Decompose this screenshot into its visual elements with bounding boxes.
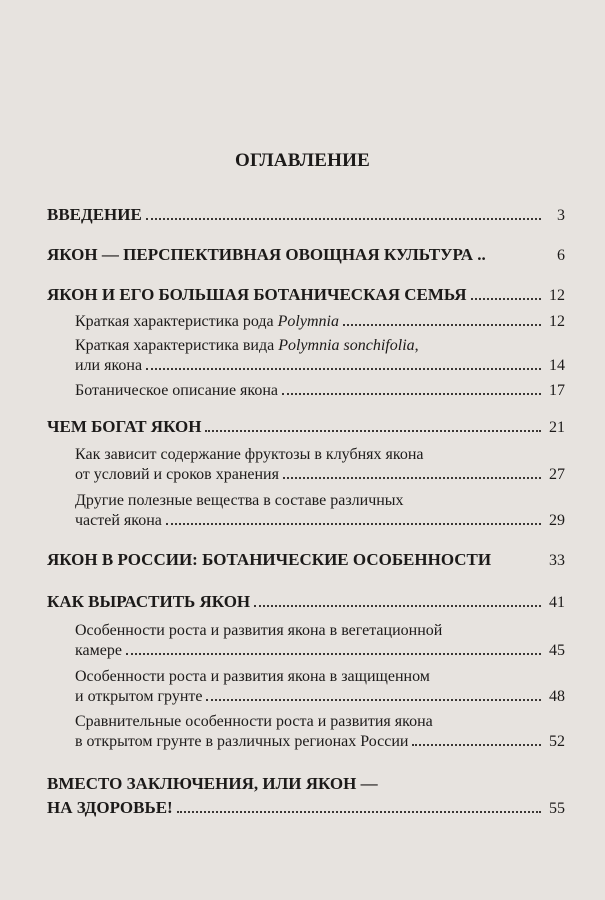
- toc-entry-text: Особенности роста и развития якона в вегетационной: [75, 622, 443, 639]
- toc-entry-text: ВВЕДЕНИЕ: [47, 205, 142, 224]
- toc-page-number: 29: [549, 512, 565, 529]
- toc-entry-italic: Polymnia sonchifolia: [278, 337, 415, 354]
- toc-page-number: 12: [549, 313, 565, 330]
- toc-entry-botanical-description[interactable]: [75, 382, 565, 400]
- toc-entry-text: Особенности роста и развития якона в защищенном: [75, 668, 430, 685]
- toc-page-number: 33: [549, 552, 565, 569]
- toc-entry-yacon-vegetable[interactable]: [47, 245, 565, 265]
- toc-entry-text: ВМЕСТО ЗАКЛЮЧЕНИЯ, ИЛИ ЯКОН —: [47, 774, 378, 793]
- dot-leader: [166, 523, 541, 525]
- toc-entry-text: Сравнительные особенности роста и развития якона: [75, 713, 433, 730]
- toc-entry-text: ЯКОН И ЕГО БОЛЬШАЯ БОТАНИЧЕСКАЯ СЕМЬЯ: [47, 285, 467, 304]
- toc-entry-text: ЯКОН В РОССИИ: БОТАНИЧЕСКИЕ ОСОБЕННОСТИ: [47, 550, 492, 569]
- toc-entry-protected-ground[interactable]: [75, 668, 565, 706]
- toc-entry-botanical-family[interactable]: [47, 285, 565, 305]
- dot-leader: [146, 218, 541, 220]
- toc-entry-regions-comparison[interactable]: [75, 713, 565, 751]
- dot-leader: [254, 605, 541, 607]
- toc-entry-text: КАК ВЫРАСТИТЬ ЯКОН: [47, 592, 251, 611]
- toc-entry-text: от условий и сроков хранения: [75, 466, 279, 483]
- dot-leader: [412, 744, 541, 746]
- toc-entry-italic: Polymnia: [277, 313, 339, 330]
- toc-page-number: 27: [549, 466, 565, 483]
- toc-entry-species-sonchifolia[interactable]: Краткая характеристика вида Polymnia sonchifolia, или якона 14: [75, 337, 565, 374]
- toc-entry-text: ЧЕМ БОГАТ ЯКОН: [47, 417, 202, 436]
- dot-leader: [177, 811, 541, 813]
- toc-page-number: 6: [557, 247, 565, 264]
- toc-entry-introduction[interactable]: [47, 205, 565, 225]
- toc-entry-conclusion[interactable]: [47, 774, 565, 818]
- toc-entry-text: ЯКОН — ПЕРСПЕКТИВНАЯ ОВОЩНАЯ КУЛЬТУРА ..: [47, 245, 486, 264]
- toc-entry-genus-polymnia[interactable]: [75, 313, 565, 331]
- toc-entry-text: и открытом грунте: [75, 688, 203, 705]
- dot-leader: [282, 393, 541, 395]
- dot-leader: [495, 563, 541, 565]
- toc-page-number: 48: [549, 688, 565, 705]
- dot-leader: [126, 653, 541, 655]
- toc-page-number: 21: [549, 419, 565, 436]
- toc-page-number: 52: [549, 733, 565, 750]
- toc-entry-text: Краткая характеристика рода: [75, 313, 274, 330]
- toc-entry-text: или якона: [75, 357, 143, 374]
- toc-page-number: 45: [549, 642, 565, 659]
- toc-entry-what-yacon-rich[interactable]: [47, 417, 565, 437]
- toc-entry-how-to-grow[interactable]: [47, 592, 565, 612]
- dot-leader: [146, 368, 541, 370]
- toc-entry-vegetation-chamber[interactable]: [75, 622, 565, 660]
- dot-leader: [206, 699, 541, 701]
- toc-entry-text: Как зависит содержание фруктозы в клубнях якона: [75, 446, 424, 463]
- toc-entry-yacon-russia[interactable]: [47, 550, 565, 570]
- toc-page-number: 3: [557, 207, 565, 224]
- toc-entry-text: в открытом грунте в различных регионах России: [75, 733, 409, 750]
- toc-page-number: 17: [549, 382, 565, 399]
- dot-leader: [205, 430, 541, 432]
- toc-entry-fructose-content[interactable]: [75, 446, 565, 484]
- toc-page-number: 55: [549, 800, 565, 817]
- page-title: ОГЛАВЛЕНИЕ: [235, 150, 370, 171]
- toc-entry-text: Краткая характеристика вида: [75, 337, 275, 354]
- toc-entry-text: камере: [75, 642, 122, 659]
- toc-entry-text: Ботаническое описание якона: [75, 382, 279, 399]
- toc-page-number: 12: [549, 287, 565, 304]
- toc-page-number: 14: [549, 357, 565, 374]
- toc-entry-text: частей якона: [75, 512, 162, 529]
- toc-entry-other-substances[interactable]: [75, 492, 565, 530]
- dot-leader: [490, 258, 541, 260]
- toc-entry-text: НА ЗДОРОВЬЕ!: [47, 798, 173, 817]
- dot-leader: [471, 298, 542, 300]
- toc-entry-text: Другие полезные вещества в составе различных: [75, 492, 404, 509]
- toc-page-number: 41: [549, 594, 565, 611]
- dot-leader: [283, 477, 541, 479]
- dot-leader: [343, 324, 541, 326]
